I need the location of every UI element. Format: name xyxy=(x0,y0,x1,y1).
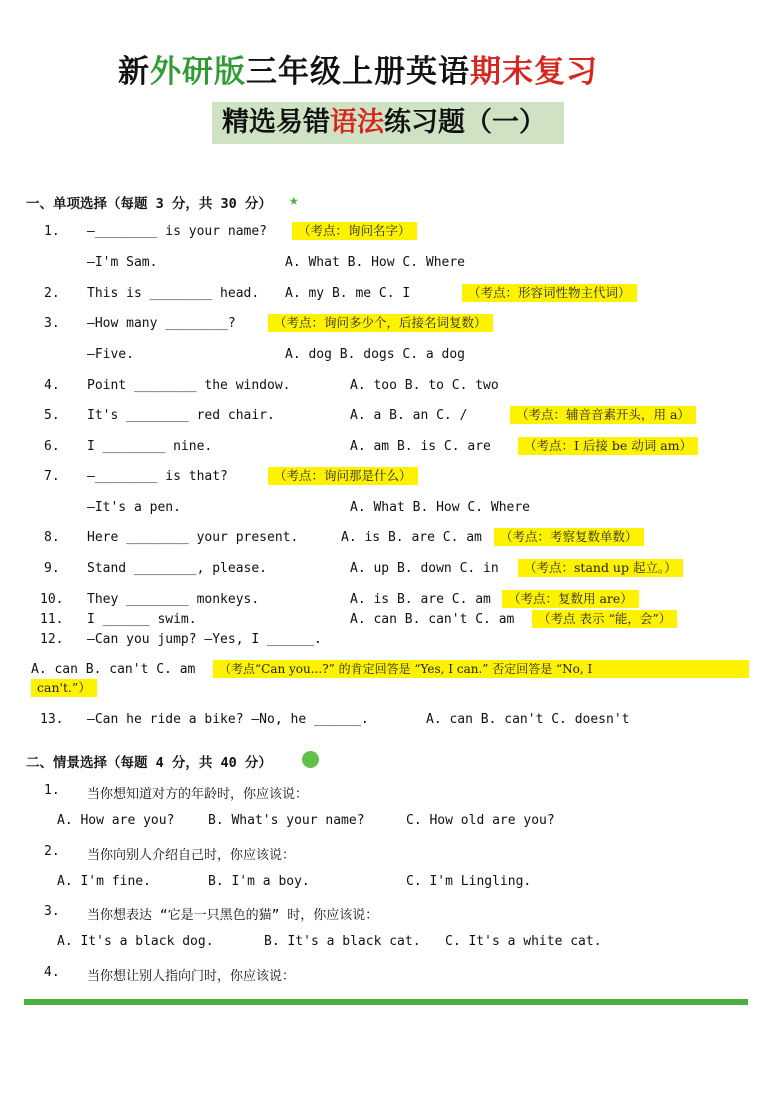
note-highlight: （考点：考察复数单数） xyxy=(494,528,644,546)
question-number: 6. xyxy=(44,439,60,454)
question-number: 9. xyxy=(44,561,60,576)
question-text: I ______ swim. xyxy=(87,612,197,627)
answer-options: A. too B. to C. two xyxy=(350,378,499,393)
star-icon: ★ xyxy=(289,190,299,209)
option-b: B. I'm a boy. xyxy=(208,874,310,889)
answer-options: A. What B. How C. Where xyxy=(285,255,466,270)
question-number: 4. xyxy=(44,378,60,393)
note-highlight: （考点：复数用 are） xyxy=(502,590,639,608)
option-a: A. I'm fine. xyxy=(57,874,151,889)
note-highlight: can't.”） xyxy=(31,679,97,697)
question-text: —How many ________? xyxy=(87,316,236,331)
question-number: 10. xyxy=(40,592,64,607)
question-number: 2. xyxy=(44,286,60,301)
question-text: —Can you jump? —Yes, I ______. xyxy=(87,632,322,647)
title-part-red: 期末复习 xyxy=(470,54,598,90)
question-text: I ________ nine. xyxy=(87,439,213,454)
green-dot-icon xyxy=(302,751,319,768)
question-number: 8. xyxy=(44,530,60,545)
note-highlight: （考点：询问名字） xyxy=(292,222,417,240)
option-c: C. I'm Lingling. xyxy=(406,874,532,889)
note-highlight: （考点：询问那是什么） xyxy=(268,467,418,485)
question-number: 4. xyxy=(44,965,60,980)
bottom-divider xyxy=(24,999,748,1005)
question-number: 13. xyxy=(40,712,64,727)
page-subtitle xyxy=(212,102,564,144)
answer-options: A. can B. can't C. doesn't xyxy=(426,712,630,727)
answer-options: A. What B. How C. Where xyxy=(350,500,531,515)
answer-options: A. is B. are C. am xyxy=(350,592,491,607)
page-title xyxy=(118,46,598,91)
question-number: 11. xyxy=(40,612,64,627)
question-text: 当你想让别人指向门时，你应该说： xyxy=(87,969,296,984)
option-b: B. What's your name? xyxy=(208,813,365,828)
answer-options: A. am B. is C. are xyxy=(350,439,491,454)
question-text: 当你向别人介绍自己时，你应该说： xyxy=(87,848,296,863)
title-part: 三年级上册英语 xyxy=(246,54,470,90)
question-text: —Can he ride a bike? —No, he ______. xyxy=(87,712,369,727)
question-text: It's ________ red chair. xyxy=(87,408,275,423)
question-number: 3. xyxy=(44,316,60,331)
question-number: 2. xyxy=(44,844,60,859)
answer-options: A. can B. can't C. am xyxy=(350,612,515,627)
answer-options: A. can B. can't C. am xyxy=(31,662,196,677)
question-text: Stand ________, please. xyxy=(87,561,268,576)
title-part: 新 xyxy=(118,54,150,90)
question-text: 当你想表达 “它是一只黑色的猫” 时，你应该说： xyxy=(87,908,379,923)
subtitle-part-red: 语法 xyxy=(330,107,384,138)
title-part-green: 外研版 xyxy=(150,54,246,90)
answer-options: A. up B. down C. in xyxy=(350,561,499,576)
question-number: 1. xyxy=(44,783,60,798)
note-highlight: （考点“Can you...?” 的肯定回答是 “Yes, I can.” 否定回答是 “No, I xyxy=(213,660,749,678)
question-number: 3. xyxy=(44,904,60,919)
answer-options: A. dog B. dogs C. a dog xyxy=(285,347,466,362)
note-highlight: （考点：形容词性物主代词） xyxy=(462,284,637,302)
question-number: 12. xyxy=(40,632,64,647)
question-text: This is ________ head. xyxy=(87,286,260,301)
option-c: C. How old are you? xyxy=(406,813,555,828)
question-text: —________ is that? xyxy=(87,469,228,484)
question-number: 5. xyxy=(44,408,60,423)
question-number: 7. xyxy=(44,469,60,484)
subtitle-part: 精选易错 xyxy=(222,107,330,138)
option-b: B. It's a black cat. xyxy=(264,934,421,949)
question-text: —It's a pen. xyxy=(87,500,181,515)
question-number: 1. xyxy=(44,224,60,239)
answer-options: A. a B. an C. / xyxy=(350,408,468,423)
section-heading: 一、单项选择（每题 3 分，共 30 分） xyxy=(26,196,272,212)
note-highlight: （考点：辅音音素开头，用 a） xyxy=(510,406,696,424)
question-text: 当你想知道对方的年龄时，你应该说： xyxy=(87,787,309,802)
note-highlight: （考点：询问多少个，后接名词复数） xyxy=(268,314,493,332)
question-text: Here ________ your present. xyxy=(87,530,299,545)
question-text: —________ is your name? xyxy=(87,224,268,239)
note-highlight: （考点：stand up 起立。） xyxy=(518,559,683,577)
note-highlight: （考点 表示 “能，会”） xyxy=(532,610,677,628)
section-heading: 二、情景选择（每题 4 分，共 40 分） xyxy=(26,755,272,771)
question-text: They ________ monkeys. xyxy=(87,592,260,607)
question-text: —I'm Sam. xyxy=(87,255,158,270)
answer-options: A. my B. me C. I xyxy=(285,286,411,301)
question-text: Point ________ the window. xyxy=(87,378,291,393)
option-a: A. How are you? xyxy=(57,813,175,828)
answer-options: A. is B. are C. am xyxy=(341,530,482,545)
option-c: C. It's a white cat. xyxy=(445,934,602,949)
question-text: —Five. xyxy=(87,347,134,362)
option-a: A. It's a black dog. xyxy=(57,934,214,949)
note-highlight: （考点：I 后接 be 动词 am） xyxy=(518,437,698,455)
subtitle-part: 练习题（一） xyxy=(384,107,546,138)
